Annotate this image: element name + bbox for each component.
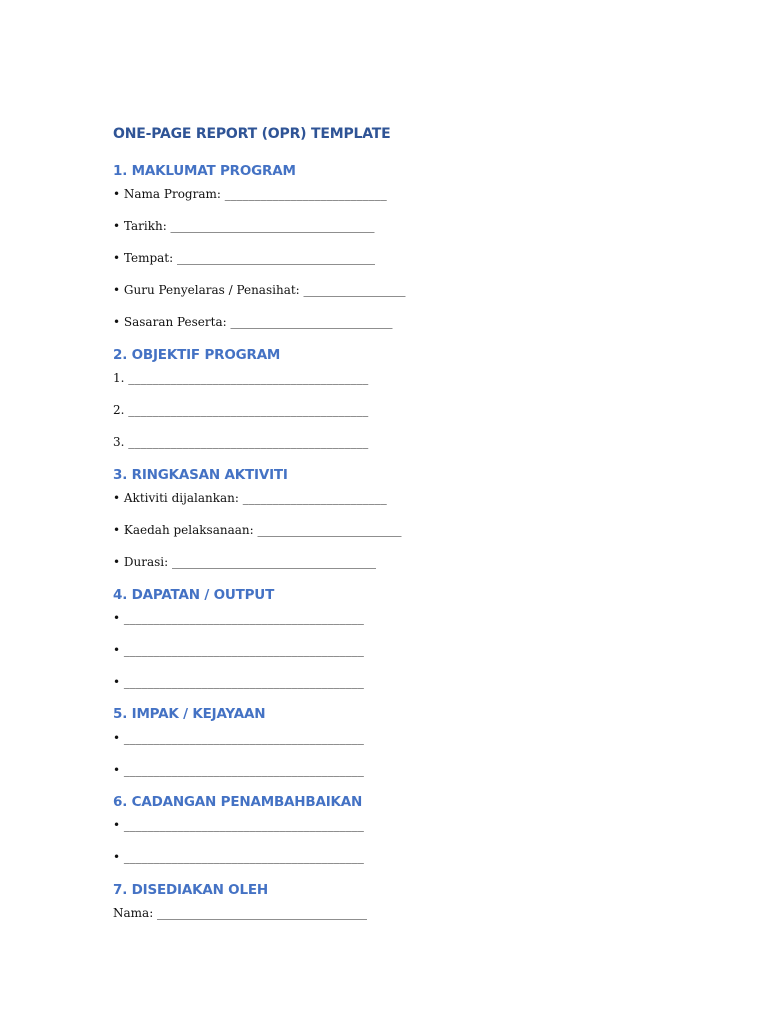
section-heading-cadangan-penambahbaikan: 6. CADANGAN PENAMBAHBAIKAN	[113, 794, 363, 810]
field-tarikh: • Tarikh: __________________________________	[113, 219, 375, 233]
impact-line-2: • ________________________________________	[113, 763, 364, 777]
field-aktiviti-dijalankan: • Aktiviti dijalankan: ________________________	[113, 491, 387, 505]
objective-line-1: 1. ________________________________________	[113, 371, 369, 385]
section-heading-maklumat-program: 1. MAKLUMAT PROGRAM	[113, 163, 296, 179]
output-line-1: • ________________________________________	[113, 611, 364, 625]
field-nama-program: • Nama Program: ___________________________	[113, 187, 387, 201]
section-heading-dapatan-output: 4. DAPATAN / OUTPUT	[113, 587, 275, 603]
field-durasi: • Durasi: __________________________________	[113, 555, 376, 569]
improvement-line-2: • ________________________________________	[113, 850, 364, 864]
objective-line-2: 2. ________________________________________	[113, 403, 369, 417]
improvement-line-1: • ________________________________________	[113, 818, 364, 832]
page-title: ONE-PAGE REPORT (OPR) TEMPLATE	[113, 126, 391, 142]
output-line-2: • ________________________________________	[113, 643, 364, 657]
section-heading-ringkasan-aktiviti: 3. RINGKASAN AKTIVITI	[113, 467, 288, 483]
field-nama: Nama: ___________________________________	[113, 906, 368, 920]
field-tempat: • Tempat: _________________________________	[113, 251, 375, 265]
field-kaedah-pelaksanaan: • Kaedah pelaksanaan: ________________________	[113, 523, 402, 537]
section-heading-disediakan-oleh: 7. DISEDIAKAN OLEH	[113, 882, 268, 898]
section-heading-objektif-program: 2. OBJEKTIF PROGRAM	[113, 347, 281, 363]
impact-line-1: • ________________________________________	[113, 731, 364, 745]
section-heading-impak-kejayaan: 5. IMPAK / KEJAYAAN	[113, 706, 266, 722]
objective-line-3: 3. ________________________________________	[113, 435, 369, 449]
output-line-3: • ________________________________________	[113, 675, 364, 689]
field-sasaran-peserta: • Sasaran Peserta: ___________________________	[113, 315, 393, 329]
field-guru-penyelaras: • Guru Penyelaras / Penasihat: _________________	[113, 283, 406, 297]
